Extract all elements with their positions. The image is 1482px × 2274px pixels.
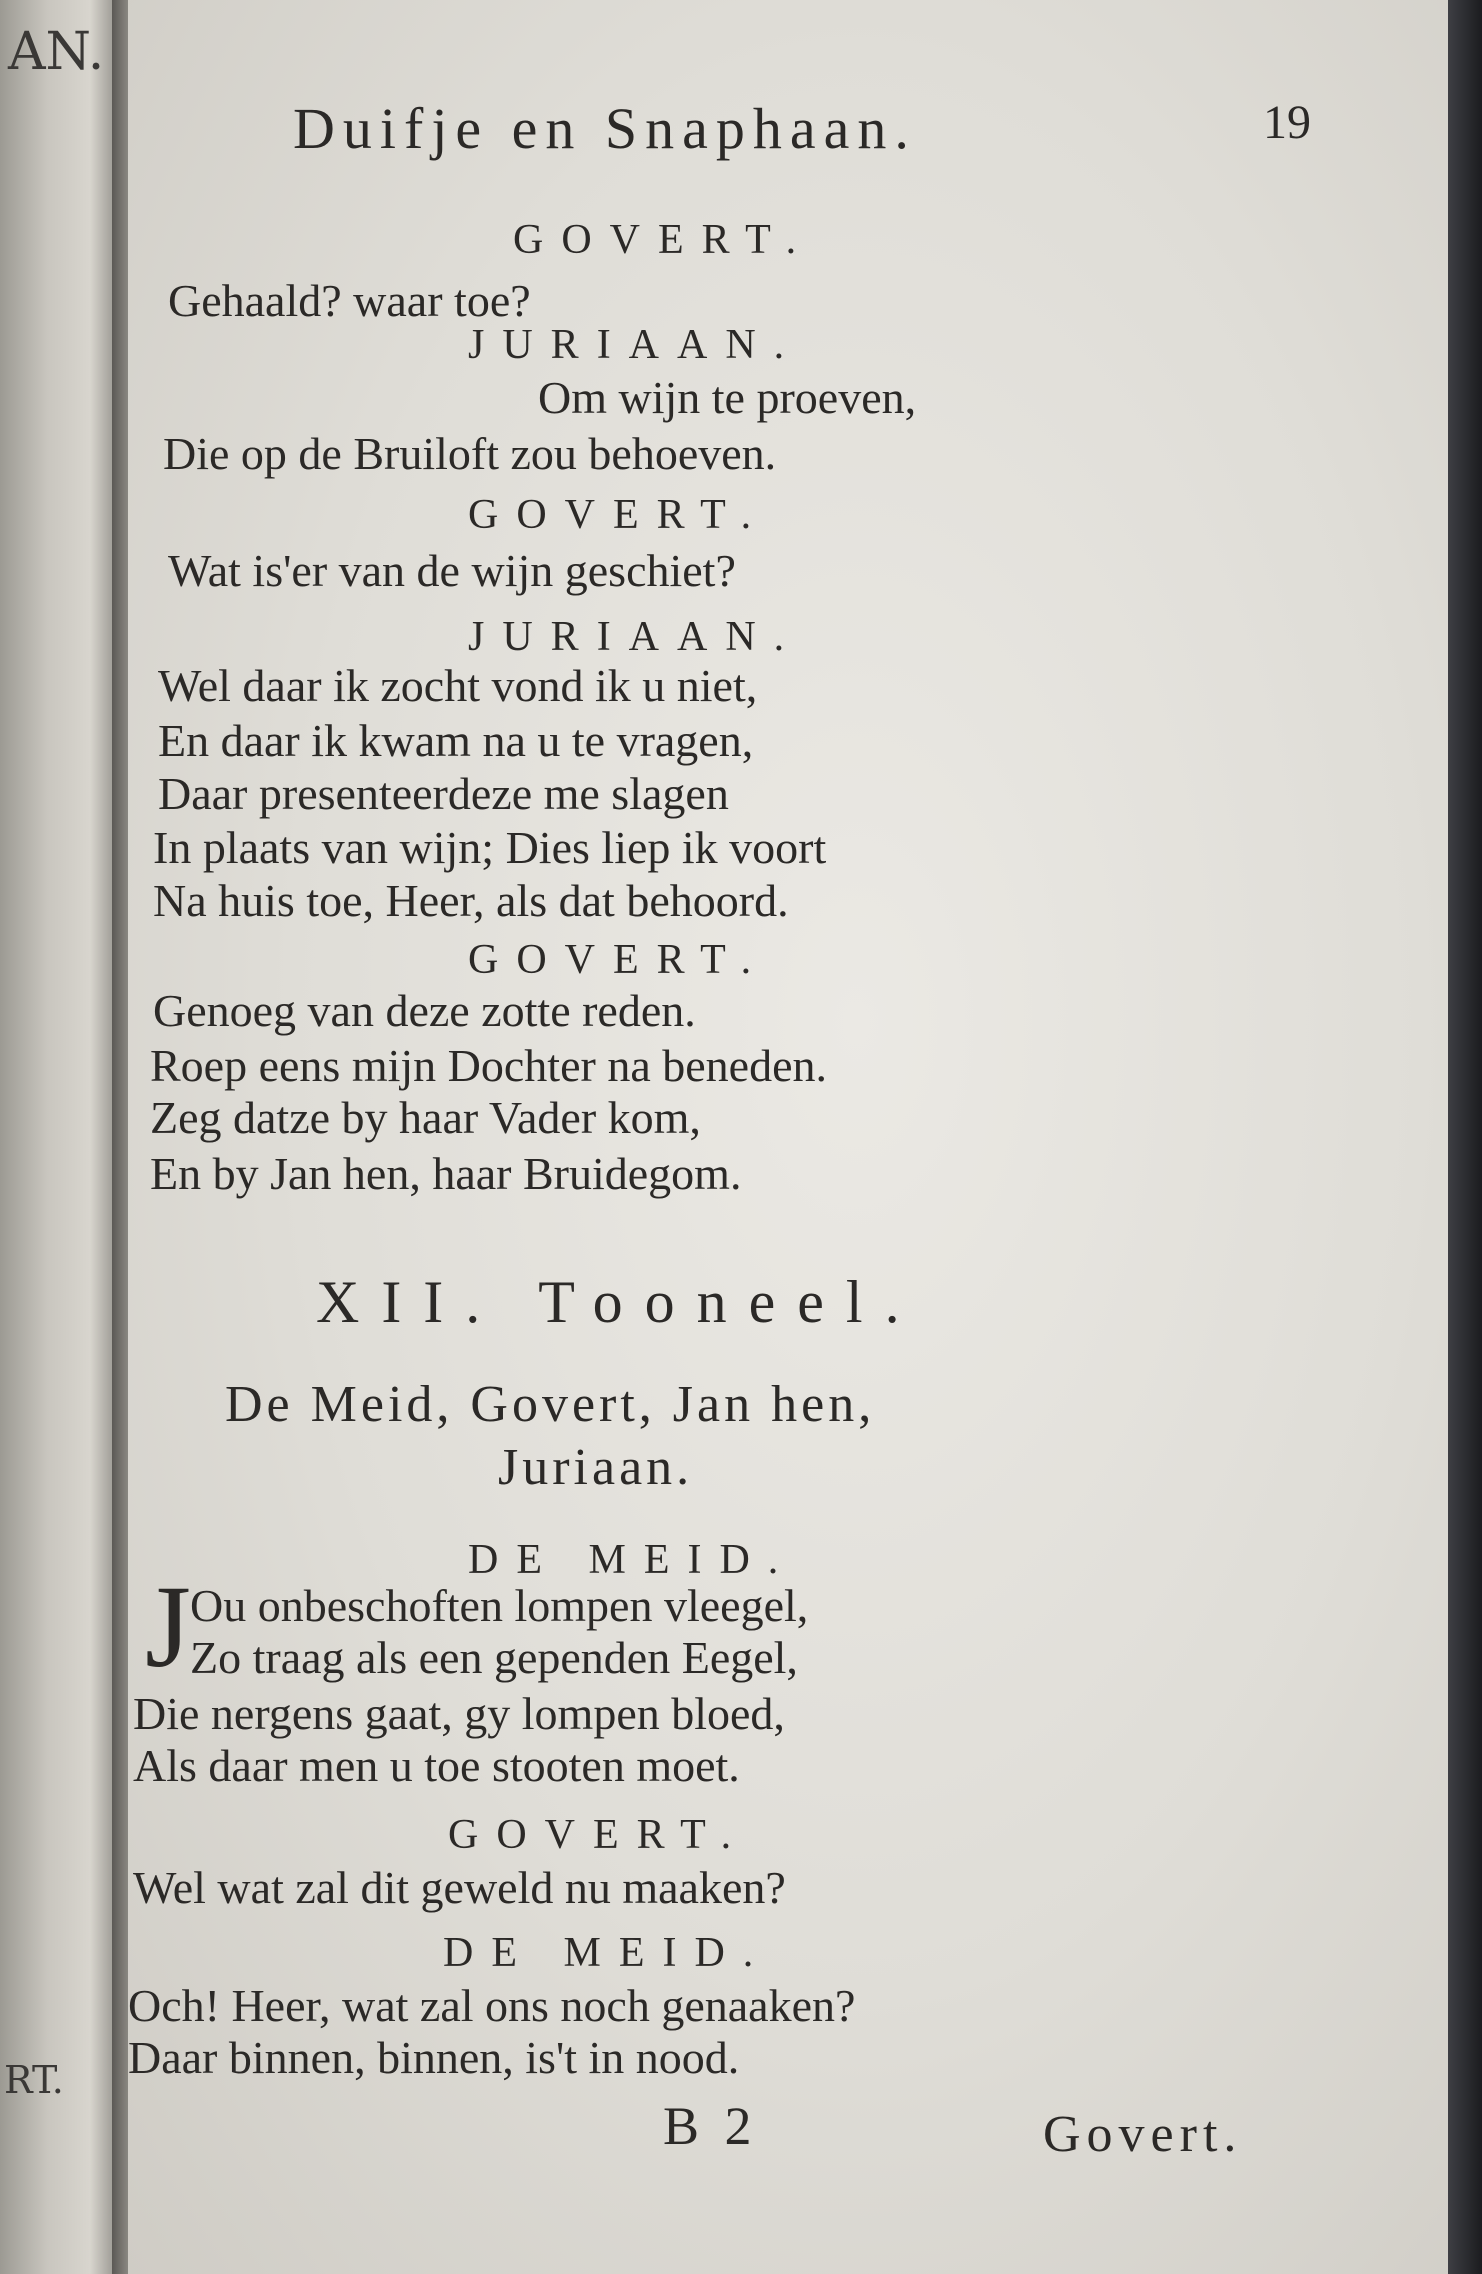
verse-line: Ou onbeschoften lompen vleegel, (190, 1580, 809, 1631)
verse-line: Roep eens mijn Dochter na beneden. (150, 1040, 827, 1091)
verse-line: Daar presenteerdeze me slagen (158, 768, 729, 819)
page-number: 19 (1263, 96, 1311, 149)
verse-line: In plaats van wijn; Dies liep ik voort (153, 822, 827, 873)
catchword: Govert. (1043, 2106, 1243, 2163)
verse-line: Wel daar ik zocht vond ik u niet, (158, 660, 758, 711)
signature-mark: B 2 (663, 2096, 758, 2156)
verse-line: Die nergens gaat, gy lompen bloed, (133, 1688, 785, 1739)
verse-line: Als daar men u toe stooten moet. (133, 1740, 740, 1791)
speaker-name: GOVERT. (468, 492, 770, 538)
running-title: Duifje en Snaphaan. (293, 96, 917, 161)
speaker-de-meid: DE MEID. (468, 1537, 797, 1583)
cast-list-line-1: De Meid, Govert, Jan hen, (225, 1376, 876, 1433)
speaker-name: JURIAAN. (468, 614, 803, 660)
speaker-name: GOVERT. (468, 937, 770, 983)
verse-line: Na huis toe, Heer, als dat behoord. (153, 875, 789, 926)
scene-title: XII. Tooneel. (316, 1269, 922, 1335)
book-page (128, 0, 1453, 2274)
verse-line: Die op de Bruiloft zou behoeven. (163, 428, 777, 479)
verse-line: Om wijn te proeven, (538, 372, 917, 423)
verse-line: Zo traag als een gependen Eegel, (190, 1632, 798, 1683)
verse-line: Gehaald? waar toe? (168, 275, 531, 326)
speaker-govert: GOVERT. (448, 1812, 750, 1858)
facing-page-fragment-bottom: RT. (4, 2058, 64, 2102)
verse-line: En by Jan hen, haar Bruidegom. (150, 1148, 742, 1199)
speaker-name: GOVERT. (513, 217, 815, 263)
verse-line: Zeg datze by haar Vader kom, (150, 1092, 701, 1143)
speaker-de-meid: DE MEID. (443, 1930, 772, 1976)
verse-line: Genoeg van deze zotte reden. (153, 985, 696, 1036)
facing-page-fragment-top: AN. (8, 22, 105, 82)
drop-cap: J (145, 1561, 191, 1692)
verse-line: Wat is'er van de wijn geschiet? (168, 545, 736, 596)
cast-list-line-2: Juriaan. (498, 1439, 694, 1496)
book-cover-edge (1448, 0, 1482, 2274)
speaker-name: JURIAAN. (468, 322, 803, 368)
facing-page-edge (0, 0, 120, 2274)
verse-line: Daar binnen, binnen, is't in nood. (128, 2032, 740, 2083)
verse-line: En daar ik kwam na u te vragen, (158, 715, 754, 766)
verse-line: Wel wat zal dit geweld nu maaken? (133, 1862, 786, 1913)
verse-line: Och! Heer, wat zal ons noch genaaken? (128, 1980, 856, 2031)
